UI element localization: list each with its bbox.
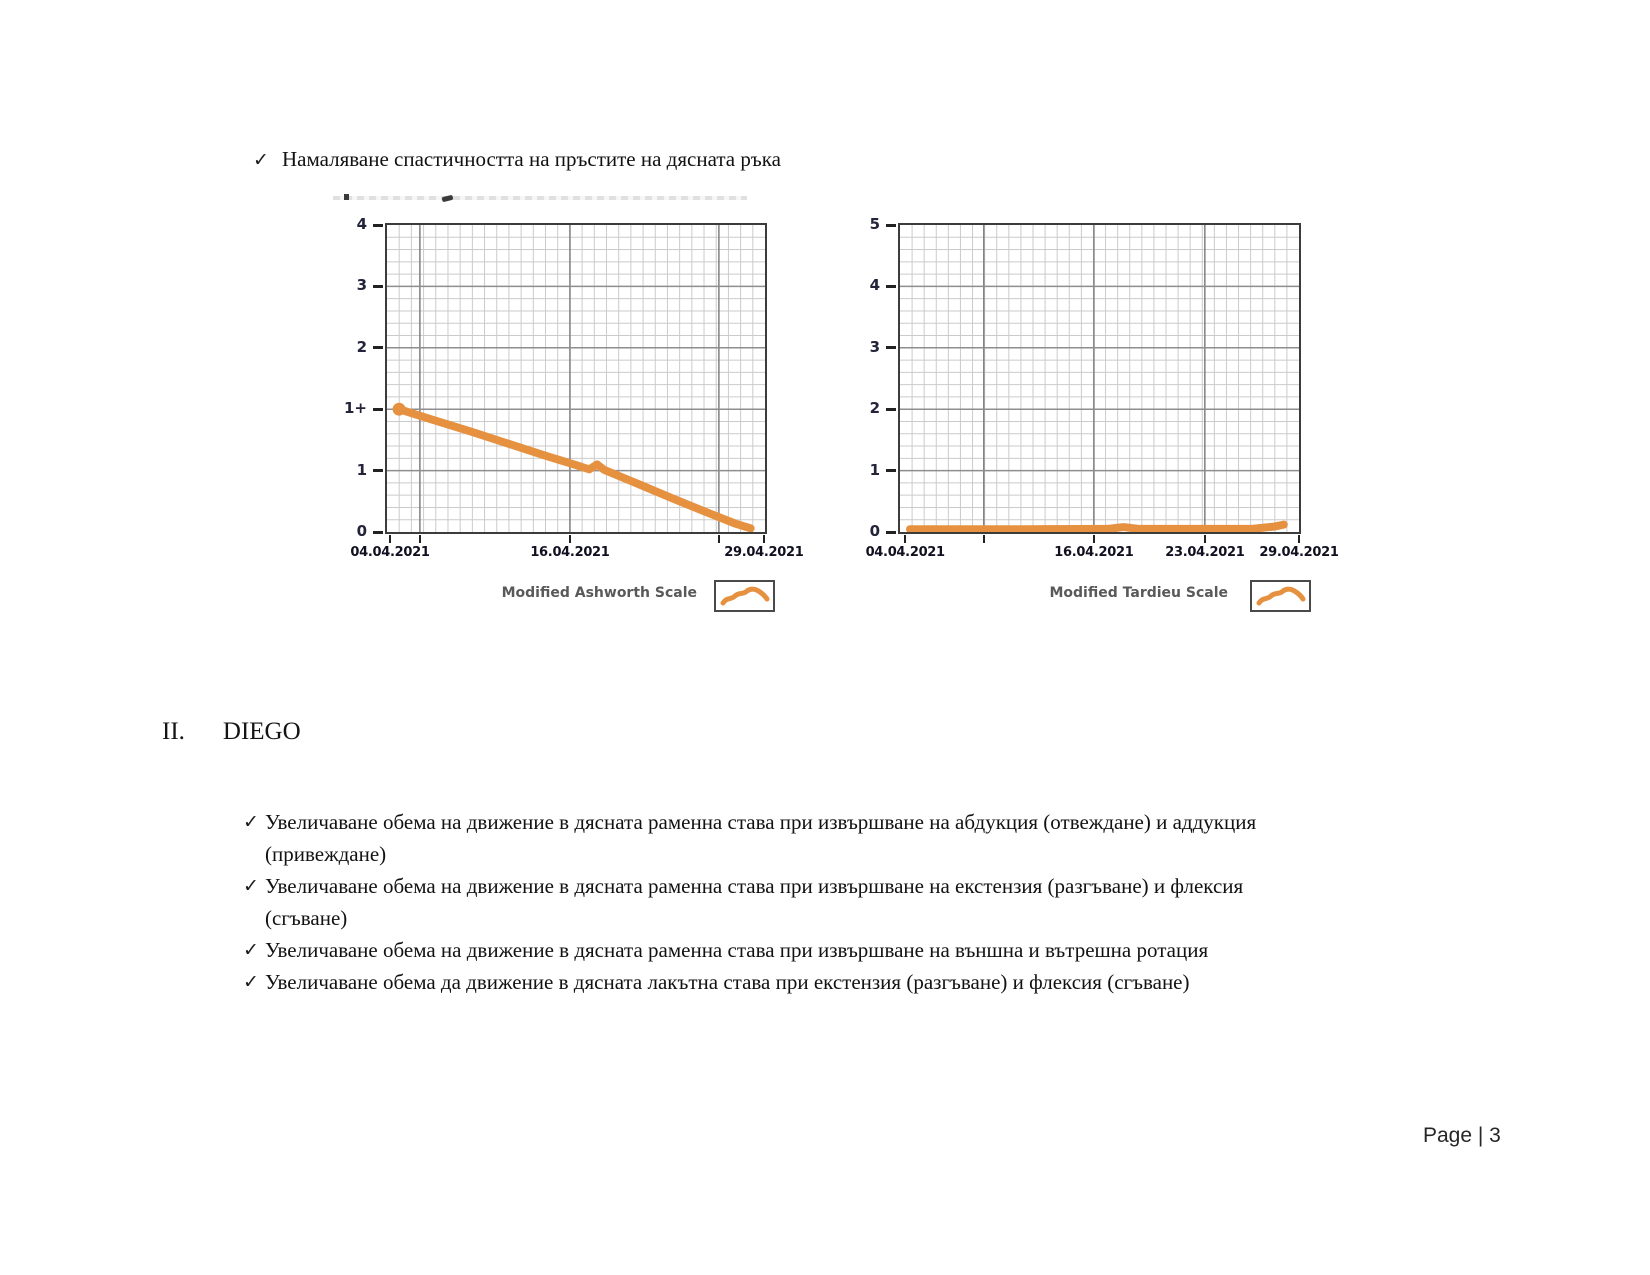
y-axis-tick: [886, 469, 896, 472]
x-axis-label: 23.04.2021: [1165, 545, 1245, 560]
x-axis-tick: [569, 535, 571, 543]
y-axis-tick: [886, 531, 896, 534]
y-axis-label: 4: [869, 276, 880, 295]
modified-ashworth-scale-chart: [343, 215, 804, 560]
checkmark-icon: ✓: [243, 971, 259, 993]
x-axis-label: 29.04.2021: [1259, 545, 1339, 560]
x-axis-label: 04.04.2021: [865, 545, 945, 560]
y-axis-label: 0: [356, 522, 367, 540]
y-axis-label: 2: [869, 399, 880, 418]
y-axis-tick: [886, 224, 896, 227]
y-axis-tick: [886, 408, 896, 411]
modified-ashworth-scale-series-line: [399, 409, 751, 528]
page-number: Page | 3: [1423, 1124, 1501, 1147]
section-title: DIEGO: [222, 718, 301, 745]
list-item: [243, 870, 1543, 934]
y-axis-label: 1+: [343, 399, 367, 418]
y-axis-label: 0: [869, 522, 880, 540]
y-axis-tick: [373, 285, 383, 288]
goal-checklist-item: [253, 147, 781, 172]
y-axis-tick: [373, 531, 383, 534]
bullet-text-line: (привеждане): [265, 842, 387, 866]
bullet-text-line: Увеличаване обема да движение в дясната лакътна става при екстензия (разгъване) и флексия (сгъване): [265, 970, 1190, 994]
cropped-title-remnant: [333, 196, 747, 200]
cropped-title-mark: [442, 195, 454, 203]
modified-ashworth-scale-start-point: [393, 403, 406, 416]
checkmark-icon: ✓: [243, 875, 259, 897]
bullet-text-line: (сгъване): [265, 906, 348, 930]
modified-ashworth-scale-canvas: [387, 225, 765, 532]
bullet-text-line: Увеличаване обема на движение в дясната раменна става при извършване на абдукция (отвеждане) и аддукция: [265, 810, 1257, 834]
tardieu-legend-label: Modified Tardieu Scale: [1049, 585, 1228, 601]
x-axis-tick: [419, 535, 421, 543]
section-numeral: II.: [162, 718, 185, 745]
checkmark-icon: ✓: [253, 149, 269, 171]
y-axis-label: 2: [356, 337, 367, 356]
x-axis-tick: [718, 535, 720, 543]
x-axis-label: 04.04.2021: [350, 545, 430, 560]
bullet-text-line: Увеличаване обема на движение в дясната раменна става при извършване на екстензия (разгъване) и флексия: [265, 874, 1244, 898]
ashworth-legend-line-swatch: [714, 580, 775, 612]
x-axis-label: 16.04.2021: [530, 545, 610, 560]
list-item: [243, 934, 1543, 966]
modified-tardieu-scale-series-line: [910, 525, 1284, 530]
x-axis-tick: [389, 535, 391, 543]
section-heading: [162, 718, 301, 746]
list-item: [243, 806, 1543, 870]
x-axis-label: 16.04.2021: [1054, 545, 1134, 560]
goal-text: Намаляване спастичността на пръстите на дясната ръка: [282, 147, 781, 171]
y-axis-label: 3: [356, 276, 367, 295]
y-axis-tick: [373, 469, 383, 472]
y-axis-label: 5: [869, 215, 880, 233]
list-item: [243, 966, 1543, 998]
goal-checklist: [243, 806, 1543, 998]
tardieu-legend-line-swatch: [1250, 580, 1311, 612]
checkmark-icon: ✓: [243, 939, 259, 961]
y-axis-tick: [373, 346, 383, 349]
y-axis-label: 4: [356, 215, 367, 233]
modified-tardieu-scale-chart: [865, 215, 1339, 560]
y-axis-label: 3: [869, 337, 880, 356]
checkmark-icon: ✓: [243, 811, 259, 833]
x-axis-tick: [983, 535, 985, 543]
x-axis-label: 29.04.2021: [724, 545, 804, 560]
y-axis-tick: [373, 224, 383, 227]
x-axis-tick: [1204, 535, 1206, 543]
ashworth-legend-label: Modified Ashworth Scale: [501, 585, 697, 601]
y-axis-tick: [373, 408, 383, 411]
x-axis-tick: [904, 535, 906, 543]
y-axis-tick: [886, 285, 896, 288]
y-axis-label: 1: [356, 460, 367, 479]
x-axis-tick: [1298, 535, 1300, 543]
y-axis-tick: [886, 346, 896, 349]
cropped-title-mark: [344, 194, 349, 200]
modified-tardieu-scale-canvas: [900, 225, 1299, 532]
bullet-text-line: Увеличаване обема на движение в дясната раменна става при извършване на външна и вътрешна ротация: [265, 938, 1209, 962]
x-axis-tick: [1093, 535, 1095, 543]
x-axis-tick: [763, 535, 765, 543]
y-axis-label: 1: [869, 460, 880, 479]
